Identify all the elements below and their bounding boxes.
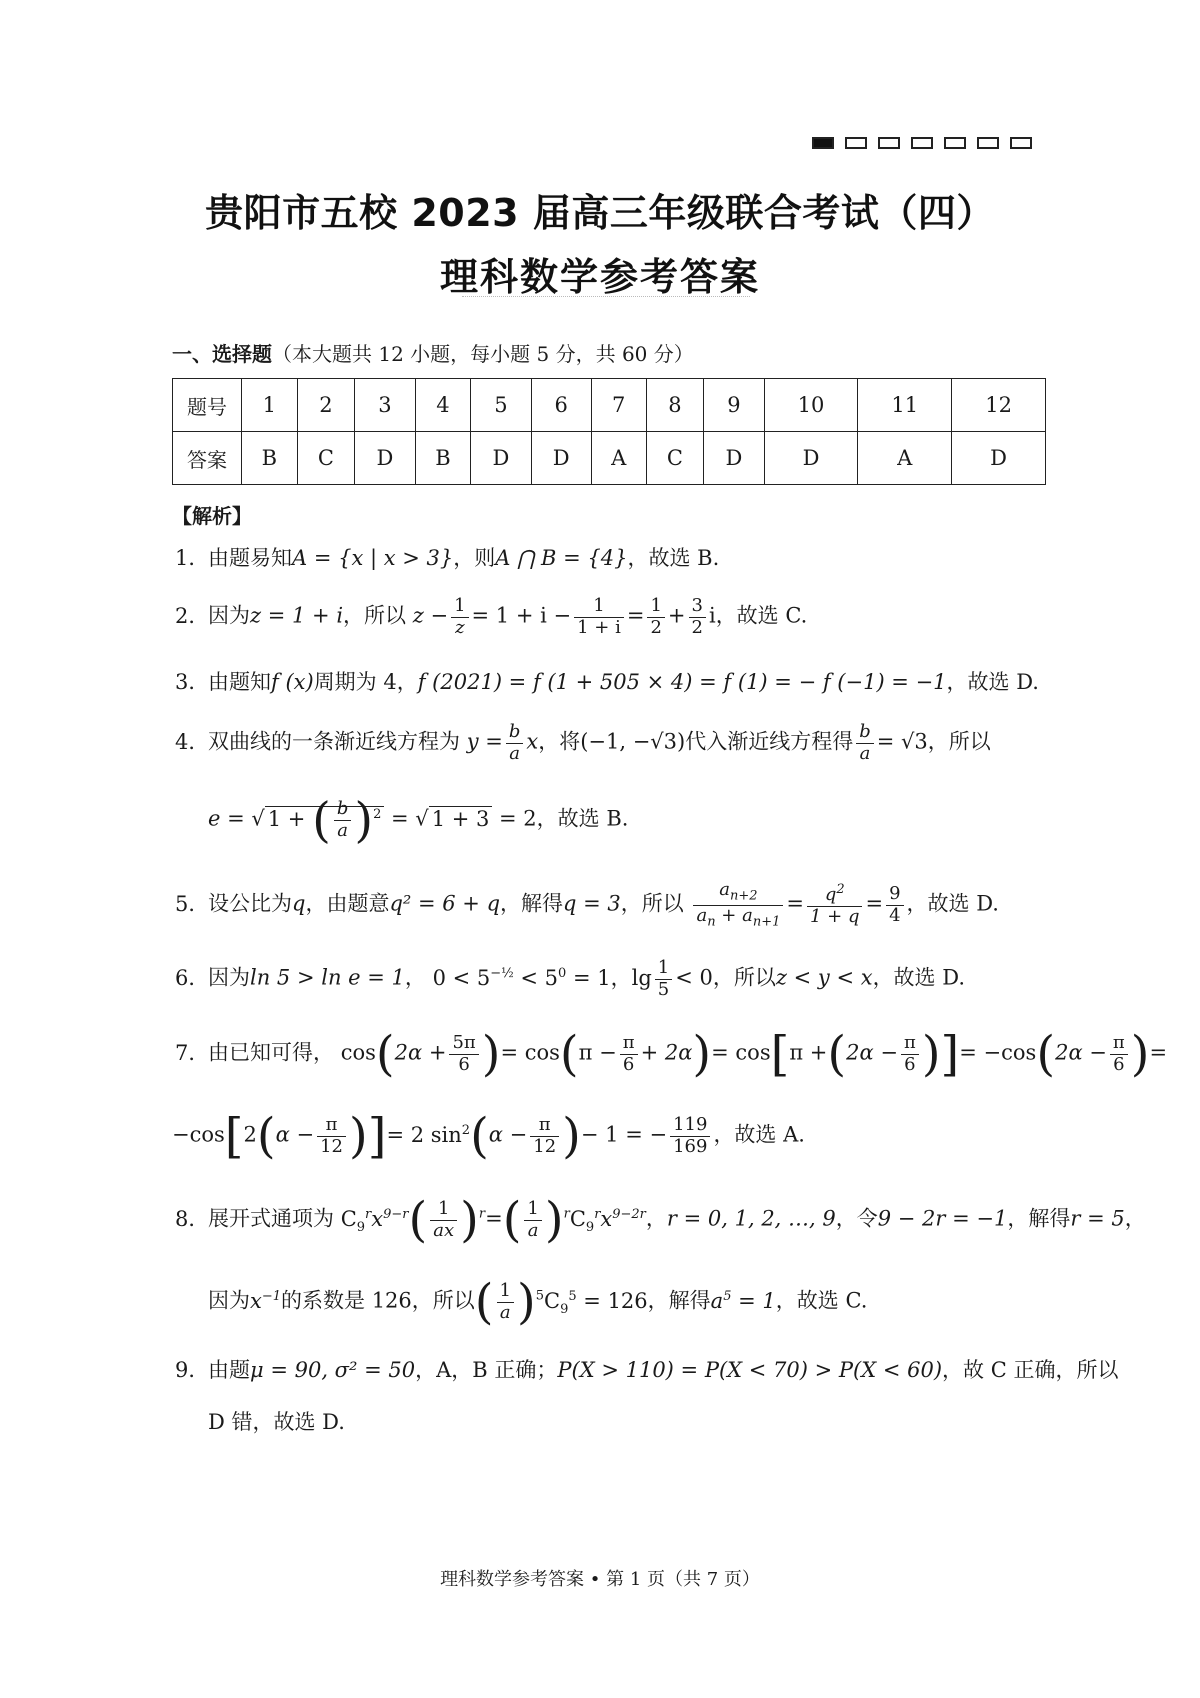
solution-text: 因为: [208, 603, 250, 628]
progress-square: [878, 137, 900, 149]
math-expression: z < y < x: [775, 965, 873, 990]
solution-text: 周期为 4，: [313, 670, 418, 694]
solution-text: ，解得: [500, 891, 564, 916]
answer-cell: B: [242, 432, 298, 485]
math-expression: (−1, −√3): [580, 729, 686, 754]
solution-text: ，故选 B.: [627, 546, 720, 570]
solution-8: 8．展开式通项为 $C_9^rx^{9-r}$( $\frac{1}{ax}$ )$^r$=( $\frac{1}{a}$ )$^rC_9^rx^{9-2r}$，r = 0, 1, 2, …, 9，令9 − 2r = −1，解得r = 5，: [175, 1192, 1146, 1248]
table-row-answers: [173, 432, 1046, 485]
exam-title: 贵阳市五校 2023 届高三年级联合考试（四）: [205, 191, 995, 235]
question-number-cell: 2: [297, 379, 355, 432]
solution-number: 6．: [175, 965, 210, 990]
solution-text: ，所以: [343, 603, 407, 628]
answer-table: [172, 378, 1046, 485]
solution-text: ，故选 D.: [872, 965, 966, 990]
solution-text: ，将: [538, 729, 581, 754]
solution-text: 由题易知: [208, 546, 292, 570]
answer-cell: D: [764, 432, 858, 485]
table-row-numbers: [173, 379, 1046, 432]
math-expression: A ⋂ B = {4}: [495, 546, 628, 570]
question-number-cell: 12: [952, 379, 1046, 432]
solution-text: D 错，故选 D.: [208, 1410, 345, 1434]
math-expression: P(X > 110) = P(X < 70) > P(X < 60): [557, 1358, 943, 1382]
math-expression: ln 5 > ln e = 1: [250, 965, 405, 990]
solution-8-continued: 因为$x^{-1}$的系数是 126，所以( $\frac{1}{a}$ )$^5C_9^5 = 126$，解得$a^5 = 1$，故选 C.: [208, 1274, 868, 1330]
solution-9-continued: [208, 1410, 345, 1435]
solution-text: ，所以: [712, 965, 776, 990]
solution-text: 设公比为: [208, 891, 292, 916]
question-number-cell: 1: [242, 379, 298, 432]
solution-4-continued: e = √ 1 + ( $\frac{b}{a}$ )$^2$ = √ 1 + 3 = 2，故选 B.: [208, 792, 629, 848]
solution-4: 4．双曲线的一条渐近线方程为 y = $\frac{b}{a}$ x，将(−1, −√3)代入渐近线方程得 $\frac{b}{a}$ = √3，所以: [175, 721, 991, 764]
math-expression: μ = 90, σ² = 50: [250, 1358, 416, 1382]
math-expression: A = {x | x > 3}: [292, 546, 454, 570]
section-heading: [172, 338, 694, 367]
progress-square: [911, 137, 933, 149]
solution-text: ，: [1124, 1206, 1146, 1231]
math-expression: r = 5: [1070, 1206, 1125, 1231]
math-expression: r = 0, 1, 2, …, 9: [666, 1206, 836, 1231]
page-footer: 理科数学参考答案 • 第 1 页（共 7 页）: [440, 1569, 760, 1590]
solution-text: ，故选 B.: [536, 806, 629, 831]
page-progress-indicator: [812, 137, 1032, 149]
math-expression: q = 3: [563, 891, 621, 916]
solution-7-continued: −cos[2(α − $\frac{\pi}{12}$ )]= 2 $\sin^2(\alpha$ − $\frac{\pi}{12}$ )− 1 = − $\frac{119}{169}$ ，故选 A.: [172, 1108, 805, 1164]
solution-text: ，故选 A.: [713, 1122, 805, 1147]
solution-number: 7．: [175, 1040, 210, 1065]
solution-text: ，解得: [1007, 1206, 1071, 1231]
solution-text: 由已知可得，: [208, 1040, 334, 1065]
solution-text: 双曲线的一条渐近线方程为: [208, 729, 460, 754]
decorative-divider: [462, 296, 750, 297]
solution-text: ，所以: [927, 729, 991, 754]
progress-square: [944, 137, 966, 149]
solution-1: [175, 546, 719, 571]
solution-text: 的系数是 126，所以: [281, 1288, 475, 1313]
solution-3: [175, 670, 1039, 695]
solution-number: 9．: [175, 1358, 210, 1382]
math-expression: q² = 6 + q: [389, 891, 501, 916]
question-number-cell: 11: [858, 379, 952, 432]
answer-cell: D: [952, 432, 1046, 485]
solution-text: ，所以: [620, 891, 684, 916]
solution-5: 5．设公比为q，由题意q² = 6 + q，解得q = 3，所以 $\frac{a_{n+2}}{a_n + a_{n+1}}$ = $\frac{q^2}{1 + q}$ = $\frac{9}{4}$ ，故选 D.: [175, 879, 999, 930]
row-header: 答案: [173, 432, 242, 485]
solution-text: ，由题意: [305, 891, 390, 916]
progress-square: [1010, 137, 1032, 149]
question-number-cell: 8: [646, 379, 704, 432]
answer-cell: C: [297, 432, 355, 485]
answer-cell: B: [415, 432, 471, 485]
math-expression: f (2021) = f (1 + 505 × 4) = f (1) = − f (−1) = −1: [417, 670, 947, 694]
solution-text: ，故选 C.: [775, 1288, 868, 1313]
progress-square: [977, 137, 999, 149]
solution-text: ，故选 D.: [946, 670, 1039, 694]
section-label: 一、选择题: [172, 342, 272, 366]
solution-text: ，故 C 正确，所以: [942, 1358, 1119, 1382]
answer-cell: A: [858, 432, 952, 485]
question-number-cell: 3: [355, 379, 415, 432]
answer-cell: D: [531, 432, 591, 485]
math-expression: 9 − 2r = −1: [877, 1206, 1008, 1231]
solution-text: ，故选 C.: [715, 603, 808, 628]
solution-text: ，解得: [647, 1288, 711, 1313]
solution-text: 展开式通项为: [208, 1206, 334, 1231]
section-note: （本大题共 12 小题，每小题 5 分，共 60 分）: [272, 342, 694, 366]
question-number-cell: 5: [471, 379, 531, 432]
solution-7: 7．由已知可得， cos(2α + $\frac{5\pi}{6}$ )= cos(π − $\frac{\pi}{6}$ + 2α)= cos[π +(2α − $\frac{\pi}{6}$ )]= −cos(2α − $\frac{\pi}{6}$ )=: [175, 1026, 1168, 1082]
solution-2: 2．因为z = 1 + i，所以 z − $\frac{1}{z}$ = 1 + i − $\frac{1}{1 + i}$ = $\frac{1}{2}$ + $\frac{3}{2}$ i，故选 C.: [175, 595, 808, 638]
question-number-cell: 10: [764, 379, 858, 432]
solution-text: ，: [404, 965, 426, 990]
answer-cell: D: [355, 432, 415, 485]
solution-text: 由题: [208, 1358, 250, 1382]
solution-text: 因为: [208, 1288, 250, 1313]
question-number-cell: 6: [531, 379, 591, 432]
solution-text: ，令: [835, 1206, 878, 1231]
solution-number: 5．: [175, 891, 210, 916]
solution-text: 代入渐近线方程得: [685, 729, 854, 754]
solution-text: 由题知: [208, 670, 271, 694]
solution-number: 3．: [175, 670, 210, 694]
solution-text: ，故选 D.: [906, 891, 999, 916]
document-subtitle: 理科数学参考答案: [439, 255, 760, 299]
row-header: 题号: [173, 379, 242, 432]
progress-square: [845, 137, 867, 149]
solution-number: 2．: [175, 603, 210, 628]
solution-text: ，A，B 正确；: [415, 1358, 558, 1382]
solution-text: ，: [645, 1206, 667, 1231]
solution-number: 1．: [175, 546, 210, 570]
math-expression: z = 1 + i: [250, 603, 344, 628]
answer-cell: C: [646, 432, 704, 485]
progress-square-filled: [812, 137, 834, 149]
question-number-cell: 7: [591, 379, 646, 432]
question-number-cell: 4: [415, 379, 471, 432]
solution-number: 8．: [175, 1206, 210, 1231]
math-expression: f (x): [271, 670, 314, 694]
solution-6: 6．因为ln 5 > ln e = 1， $0 < 5^{-\frac{1}{2}} < 5^0 = 1$，lg $\frac{1}{5}$ < 0，所以z < y < x，故选 D.: [175, 957, 966, 1000]
question-number-cell: 9: [704, 379, 764, 432]
solution-9: [175, 1358, 1118, 1383]
solution-number: 4．: [175, 729, 210, 754]
answer-cell: D: [704, 432, 764, 485]
solution-text: ，则: [453, 546, 496, 570]
answer-cell: D: [471, 432, 531, 485]
answer-cell: A: [591, 432, 646, 485]
analysis-heading: 【解析】: [172, 504, 252, 528]
solution-text: 因为: [208, 965, 250, 990]
